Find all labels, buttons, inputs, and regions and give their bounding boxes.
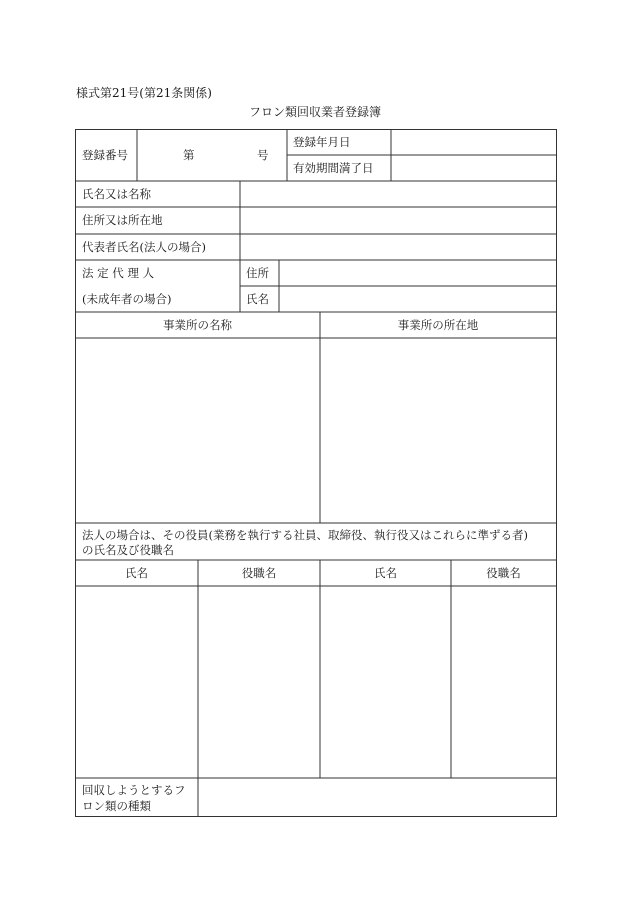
document-title: フロン類回収業者登録簿 bbox=[248, 105, 381, 119]
registration-number-label: 登録番号 bbox=[82, 148, 128, 162]
officer-name-header-2: 氏名 bbox=[374, 566, 397, 580]
registry-form bbox=[75, 129, 557, 817]
legal-agent-name-label: 氏名 bbox=[246, 292, 269, 306]
freon-types-label-line2: ロン類の種類 bbox=[82, 799, 151, 813]
registration-number-prefix: 第 bbox=[183, 148, 195, 162]
officer-title-area-1[interactable] bbox=[199, 587, 319, 777]
representative-label: 代表者氏名(法人の場合) bbox=[82, 240, 206, 254]
office-name-area[interactable] bbox=[76, 339, 319, 522]
registration-date-label: 登録年月日 bbox=[293, 135, 351, 149]
officer-title-header-1: 役職名 bbox=[241, 566, 277, 580]
officer-name-header-1: 氏名 bbox=[125, 566, 148, 580]
officers-note-line2: の氏名及び役職名 bbox=[82, 543, 174, 557]
officer-name-area-2[interactable] bbox=[321, 587, 450, 777]
officer-title-area-2[interactable] bbox=[452, 587, 556, 777]
office-name-header: 事業所の名称 bbox=[163, 318, 232, 332]
expiry-date-label: 有効期間満了日 bbox=[293, 161, 374, 175]
registration-number-suffix: 号 bbox=[257, 148, 269, 162]
officer-name-area-1[interactable] bbox=[76, 587, 197, 777]
officer-title-header-2: 役職名 bbox=[486, 566, 521, 580]
name-label: 氏名又は名称 bbox=[82, 187, 151, 201]
legal-agent-note: (未成年者の場合) bbox=[82, 292, 172, 306]
legal-agent-label: 法 定 代 理 人 bbox=[82, 266, 155, 280]
office-location-header: 事業所の所在地 bbox=[397, 318, 479, 332]
office-location-area[interactable] bbox=[321, 339, 556, 522]
form-number: 様式第21号(第21条関係) bbox=[76, 86, 212, 100]
address-label: 住所又は所在地 bbox=[82, 213, 163, 227]
freon-types-label: 回収しようとするフ bbox=[82, 783, 186, 797]
legal-agent-address-label: 住所 bbox=[246, 266, 269, 280]
officers-note: 法人の場合は、その役員(業務を執行する社員、取締役、執行役又はこれらに準ずる者) bbox=[82, 528, 528, 542]
